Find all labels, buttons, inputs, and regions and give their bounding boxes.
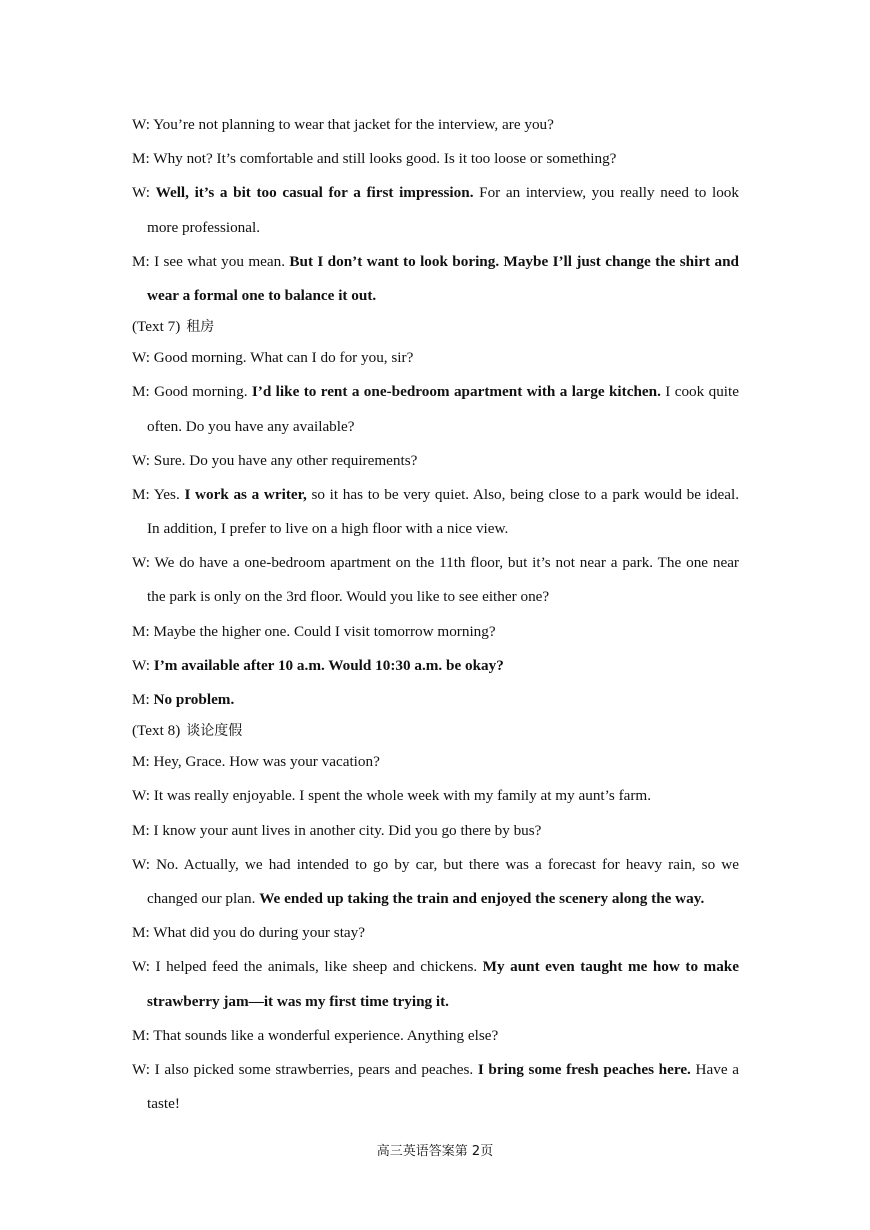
section-label: (Text 8) (132, 722, 181, 740)
dialogue-line (132, 1053, 739, 1087)
dialogue-continuation (132, 985, 739, 1019)
dialogue-line (132, 745, 739, 779)
dialogue-text: more professional. (147, 218, 261, 236)
dialogue-line (132, 950, 739, 984)
dialogue-text: M: Yes. (132, 485, 185, 503)
dialogue-line (132, 108, 739, 142)
dialogue-continuation (132, 512, 739, 546)
dialogue-text: In addition, I prefer to live on a high floor with a nice view. (147, 520, 509, 538)
dialogue-line (132, 245, 739, 279)
dialogue-line (132, 814, 739, 848)
section-title: 谈论度假 (186, 723, 243, 740)
dialogue-text: taste! (147, 1095, 180, 1113)
page-footer: 高三英语答案第 2页 (376, 1144, 494, 1159)
dialogue-text: M: I see what you mean. (132, 252, 290, 270)
key-sentence: I’d like to rent a one-bedroom apartment with a large kitchen. (251, 383, 661, 401)
dialogue-text: the park is only on the 3rd floor. Would you like to see either one? (147, 588, 550, 606)
dialogue-text: W: You’re not planning to wear that jacket for the interview, are you? (132, 116, 554, 133)
key-sentence: No problem. (153, 691, 235, 708)
section-heading (132, 313, 739, 341)
dialogue-text: W: No. Actually, we had intended to go by car, but there was a forecast for heavy rain, so we (132, 855, 739, 873)
dialogue-continuation (132, 882, 739, 916)
dialogue-text: M: (132, 691, 154, 708)
dialogue-line (132, 916, 739, 950)
dialogue-transcript (132, 108, 739, 1121)
dialogue-line (132, 1019, 739, 1053)
section-title: 租房 (186, 319, 215, 336)
dialogue-text: M: Good morning. (132, 383, 252, 401)
dialogue-line (132, 176, 739, 210)
dialogue-text: W: It was really enjoyable. I spent the whole week with my family at my aunt’s farm. (132, 787, 652, 805)
dialogue-continuation (132, 211, 739, 245)
dialogue-text: M: That sounds like a wonderful experience. Anything else? (132, 1026, 499, 1044)
key-sentence: I bring some fresh peaches here. (477, 1060, 691, 1078)
dialogue-text: often. Do you have any available? (147, 417, 355, 435)
dialogue-text: so it has to be very quiet. Also, being close to a park would be ideal. (306, 485, 739, 503)
dialogue-text: Have a (690, 1060, 739, 1078)
dialogue-text: W: (132, 184, 156, 202)
key-sentence: We ended up taking the train and enjoyed the scenery along the way. (259, 889, 705, 907)
dialogue-text: W: (132, 656, 154, 674)
key-sentence: But I don’t want to look boring. Maybe I’ll just change the shirt and (289, 252, 739, 270)
key-sentence: I work as a writer, (184, 485, 307, 503)
dialogue-line (132, 683, 739, 717)
dialogue-text: M: What did you do during your stay? (132, 924, 365, 942)
key-sentence: wear a formal one to balance it out. (147, 286, 377, 304)
dialogue-line (132, 341, 739, 375)
key-sentence: strawberry jam—it was my first time trying it. (147, 992, 449, 1010)
dialogue-line (132, 142, 739, 176)
dialogue-continuation (132, 410, 739, 444)
dialogue-continuation (132, 279, 739, 313)
dialogue-text: changed our plan. (147, 889, 260, 907)
dialogue-continuation (132, 1087, 739, 1121)
dialogue-text: W: I helped feed the animals, like sheep and chickens. (132, 958, 483, 976)
dialogue-line (132, 375, 739, 409)
dialogue-text: M: Why not? It’s comfortable and still looks good. Is it too loose or something? (132, 150, 617, 168)
dialogue-text: I cook quite (660, 383, 739, 401)
dialogue-line (132, 615, 739, 649)
dialogue-line (132, 779, 739, 813)
dialogue-text: M: Hey, Grace. How was your vacation? (132, 753, 380, 771)
dialogue-text: For an interview, you really need to look (473, 184, 739, 202)
dialogue-line (132, 649, 739, 683)
section-label: (Text 7) (132, 318, 181, 336)
dialogue-line (132, 478, 739, 512)
dialogue-text: W: Sure. Do you have any other requirements? (132, 451, 418, 469)
key-sentence: I’m available after 10 a.m. Would 10:30 a.m. be okay? (153, 656, 504, 674)
dialogue-continuation (132, 580, 739, 614)
dialogue-text: M: Maybe the higher one. Could I visit tomorrow morning? (132, 622, 496, 640)
dialogue-text: W: I also picked some strawberries, pears and peaches. (132, 1060, 478, 1078)
dialogue-line (132, 444, 739, 478)
key-sentence: Well, it’s a bit too casual for a first impression. (155, 184, 474, 202)
dialogue-text: M: I know your aunt lives in another city. Did you go there by bus? (132, 821, 542, 839)
dialogue-line (132, 546, 739, 580)
key-sentence: My aunt even taught me how to make (482, 958, 739, 976)
dialogue-text: W: Good morning. What can I do for you, sir? (132, 349, 414, 367)
dialogue-text: W: We do have a one-bedroom apartment on the 11th floor, but it’s not near a park. The one near (132, 554, 739, 572)
section-heading (132, 717, 739, 745)
dialogue-line (132, 848, 739, 882)
